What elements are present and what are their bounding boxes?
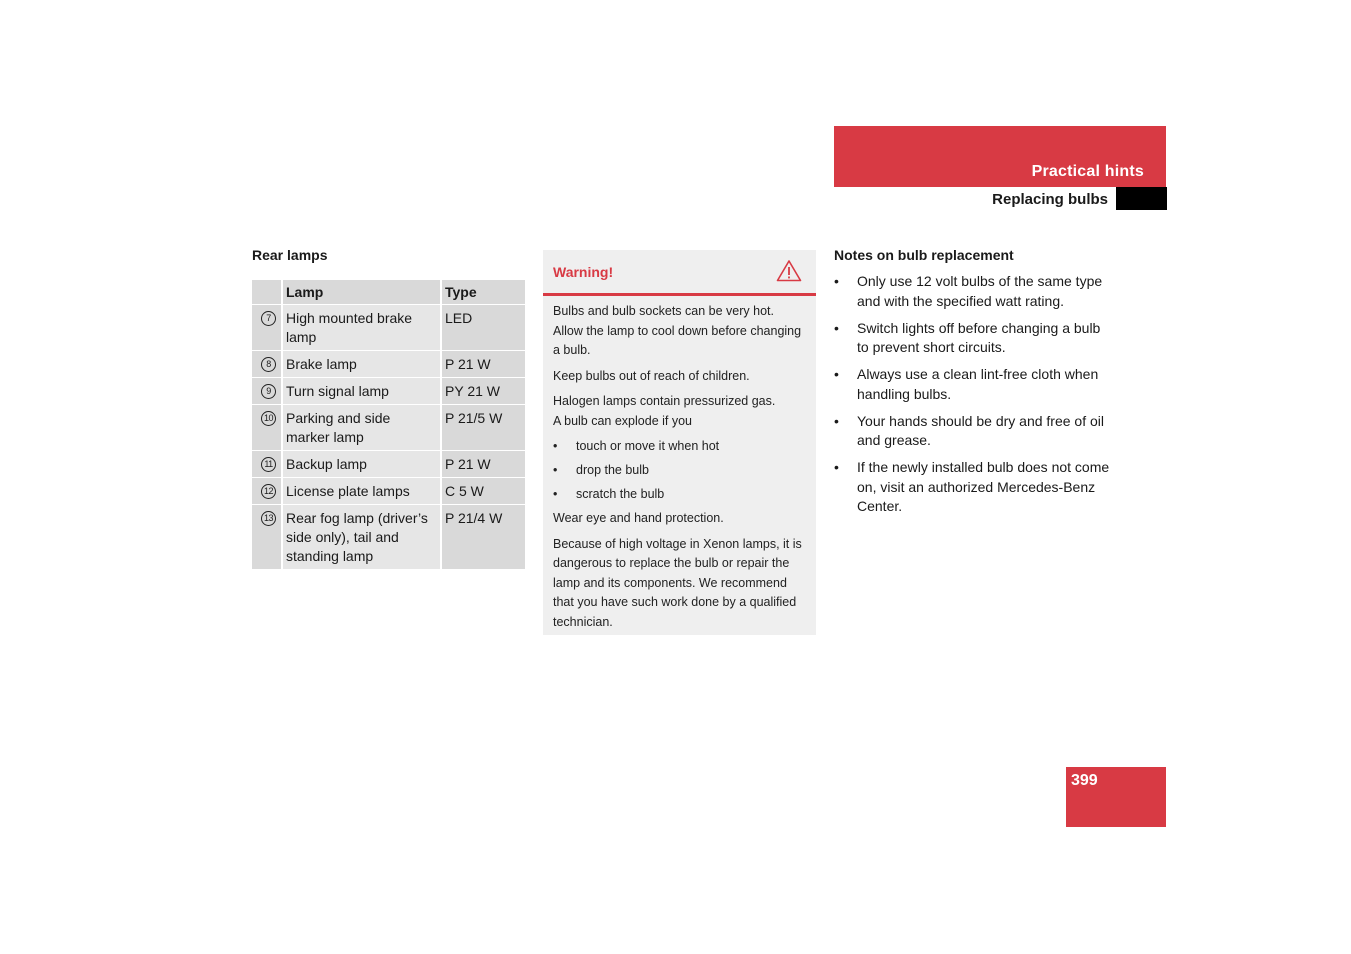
item-number-badge: 13 (261, 511, 276, 526)
item-number-badge: 10 (261, 411, 276, 426)
notes-list (834, 272, 1114, 524)
table-row (252, 351, 525, 378)
warning-body (543, 296, 816, 632)
warning-line: A bulb can explode if you (553, 413, 692, 428)
lamp-type: P 21 W (441, 451, 525, 478)
lamp-name: Rear fog lamp (driver’s side only), tail and standing lamp (282, 505, 441, 570)
warning-triangle-icon (776, 259, 802, 287)
warning-paragraph: Because of high voltage in Xenon lamps, it is dangerous to replace the bulb or repair the lamp and its components. We recommend that you have such work done by a qualified technician. (553, 536, 802, 629)
table-header-row (252, 280, 525, 305)
warning-title: Warning! (553, 264, 614, 280)
lamp-name: High mounted brake lamp (282, 305, 441, 351)
page-number: 399 (1071, 772, 1098, 789)
notes-bullet: • Switch lights off before changing a bulb to prevent short circuits. (834, 319, 1114, 358)
lamp-type: P 21 W (441, 351, 525, 378)
notes-bullet: • Your hands should be dry and free of oil and grease. (834, 412, 1114, 451)
table-row (252, 378, 525, 405)
table-header-lamp: Lamp (282, 280, 441, 305)
table-header-number (252, 280, 282, 305)
item-number-badge: 8 (261, 357, 276, 372)
warning-bullet: • touch or move it when hot (553, 437, 806, 457)
subsection-title: Replacing bulbs (992, 191, 1108, 208)
warning-line: Halogen lamps contain pressurized gas. (553, 394, 776, 408)
lamp-name: License plate lamps (282, 478, 441, 505)
warning-paragraph: Keep bulbs out of reach of children. (553, 368, 750, 383)
warning-box (543, 250, 816, 635)
notes-heading: Notes on bulb replacement (834, 247, 1014, 263)
lamp-type: C 5 W (441, 478, 525, 505)
lamp-name: Turn signal lamp (282, 378, 441, 405)
lamp-type: P 21/5 W (441, 405, 525, 451)
rear-lamps-table (252, 280, 525, 570)
lamp-type: P 21/4 W (441, 505, 525, 570)
notes-bullet: • Only use 12 volt bulbs of the same type and with the specified watt rating. (834, 272, 1114, 311)
section-title: Practical hints (1031, 163, 1144, 180)
table-row (252, 305, 525, 351)
lamp-name: Parking and side marker lamp (282, 405, 441, 451)
lamp-type: LED (441, 305, 525, 351)
table-row (252, 405, 525, 451)
warning-bullet: • drop the bulb (553, 461, 806, 481)
lamp-type: PY 21 W (441, 378, 525, 405)
notes-bullet: • Always use a clean lint-free cloth when handling bulbs. (834, 365, 1114, 404)
section-header-band (834, 126, 1166, 187)
table-row (252, 505, 525, 570)
rear-lamps-heading: Rear lamps (252, 247, 328, 263)
page-number-tab (1066, 767, 1166, 827)
lamp-name: Backup lamp (282, 451, 441, 478)
warning-paragraph: Bulbs and bulb sockets can be very hot. Allow the lamp to cool down before changing a bulb. (553, 304, 802, 357)
item-number-badge: 7 (261, 311, 276, 326)
warning-paragraph (553, 392, 806, 431)
item-number-badge: 11 (261, 457, 276, 472)
warning-bullet: • scratch the bulb (553, 485, 806, 505)
lamp-name: Brake lamp (282, 351, 441, 378)
subsection-marker (1116, 187, 1167, 210)
item-number-badge: 9 (261, 384, 276, 399)
table-row (252, 451, 525, 478)
table-header-type: Type (441, 280, 525, 305)
warning-header (543, 250, 816, 296)
notes-bullet: • If the newly installed bulb does not come on, visit an authorized Mercedes-Benz Center. (834, 458, 1114, 517)
table-row (252, 478, 525, 505)
item-number-badge: 12 (261, 484, 276, 499)
warning-paragraph: Wear eye and hand protection. (553, 511, 724, 525)
